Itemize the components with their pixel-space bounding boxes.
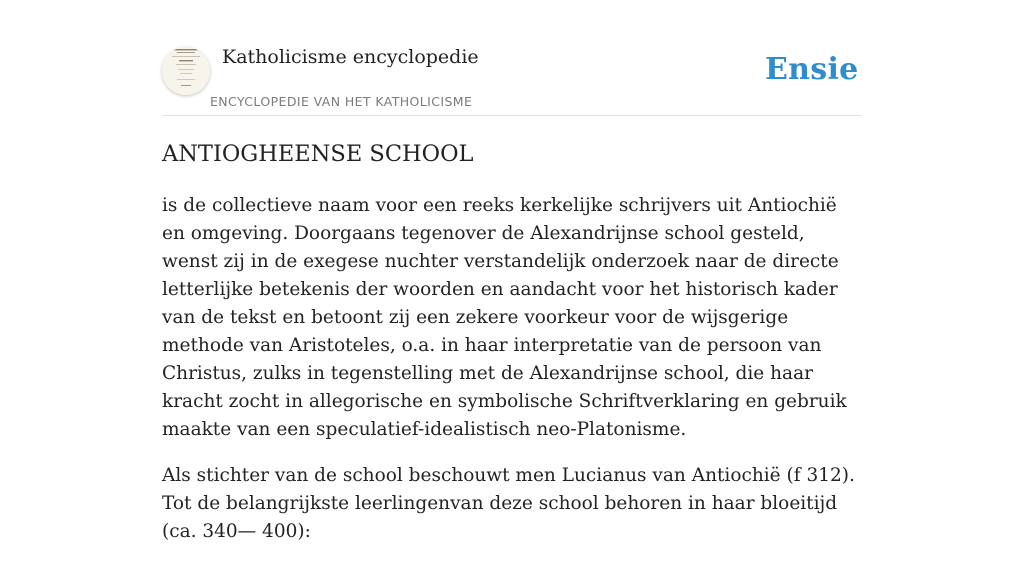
article-title: ANTIOGHEENSE SCHOOL <box>162 141 474 167</box>
header-divider <box>162 115 862 116</box>
book-cover-icon[interactable] <box>162 47 210 95</box>
site-subtitle: ENCYCLOPEDIE VAN HET KATHOLICISME <box>210 94 473 109</box>
book-cover-graphic <box>162 47 210 95</box>
article-paragraph: is de collectieve naam voor een reeks kerkelijke schrijvers uit Antiochië en omgeving. Doorgaans tegenover de Alexandrijnse school gesteld, wenst zij in de exegese nuchter verstandelijk onderzoek naar de directe letterlijke betekenis der woorden en aandacht voor het historisch kader van de tekst en betoont zij een zekere voorkeur voor de wijsgerige methode van Aristoteles, o.a. in haar interpretatie van de persoon van Christus, zulks in tegenstelling met de Alexandrijnse school, die haar kracht zocht in allegorische en symbolische Schriftverklaring en gebruik maakte van een speculatief-idealistisch neo-Platonisme. <box>162 195 847 440</box>
article-paragraph: Als stichter van de school beschouwt men Lucianus van Antiochië (f 312). Tot de belangrijkste leerlingenvan deze school behoren in haar bloeitijd (ca. 340— 400): <box>162 465 855 542</box>
article-body <box>162 192 862 564</box>
site-title-link[interactable]: Katholicisme encyclopedie <box>222 46 479 68</box>
ensie-logo-link[interactable]: Ensie <box>765 52 859 87</box>
